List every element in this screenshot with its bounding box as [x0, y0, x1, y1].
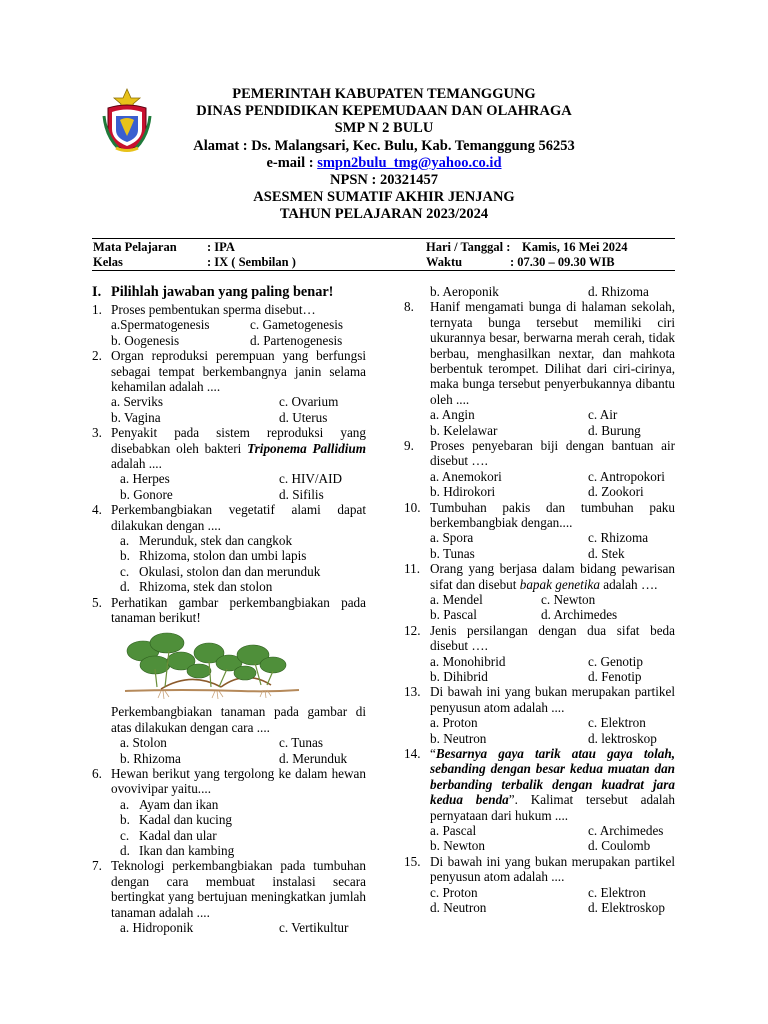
option-letter: a. — [120, 533, 130, 548]
option-d[interactable]: d. lektroskop — [588, 730, 657, 746]
option-d[interactable]: d. Rhizoma — [588, 284, 649, 299]
question-2 — [92, 348, 366, 425]
option-letter: d. — [120, 842, 130, 858]
question-7-continued — [404, 284, 675, 299]
option-d[interactable]: d. Uterus — [279, 409, 328, 425]
stem-italic: bapak genetika — [519, 576, 600, 592]
question-number: 11. — [404, 561, 420, 577]
date-value: Kamis, 16 Mei 2024 — [522, 240, 628, 254]
question-13 — [404, 684, 675, 746]
option-b[interactable]: b. Vagina — [111, 409, 161, 425]
option-b[interactable]: b. Neutron — [430, 730, 487, 746]
question-3 — [92, 425, 366, 502]
question-number: 6. — [92, 765, 102, 781]
option-b[interactable]: b. Aeroponik — [430, 284, 499, 299]
option-b[interactable]: b. Hdirokori — [430, 484, 496, 500]
question-number: 3. — [92, 425, 102, 441]
option-b[interactable]: b. Newton — [430, 838, 485, 854]
stem-end: ”. Kalimat tersebut adalah pernyataan dari hukum .... — [430, 792, 676, 823]
option-d[interactable] — [111, 843, 366, 858]
option-a[interactable]: a. Serviks — [111, 394, 164, 410]
option-a[interactable]: a. Proton — [430, 715, 478, 731]
section-title — [92, 284, 366, 301]
question-number: 1. — [92, 302, 102, 317]
option-letter: c. — [120, 563, 130, 579]
question-number: 10. — [404, 499, 421, 515]
school-name: SMP N 2 BULU — [334, 120, 434, 137]
question-9 — [404, 438, 675, 500]
option-a[interactable]: a. Mendel — [430, 592, 483, 608]
email-line — [0, 155, 768, 172]
option-d[interactable]: d. Merunduk — [279, 750, 348, 766]
option-a[interactable]: a. Herpes — [120, 471, 170, 487]
question-number: 5. — [92, 594, 102, 610]
option-d[interactable]: d. Burung — [588, 422, 641, 438]
question-column-right — [404, 284, 675, 915]
option-c[interactable]: c. Genotip — [588, 653, 643, 669]
option-b[interactable] — [111, 812, 366, 827]
class-label: Kelas — [93, 255, 123, 269]
question-stem-continued: Perkembangbiakan tanaman pada gambar di atas dilakukan dengan cara .... — [111, 704, 366, 735]
option-text: Kadal dan kucing — [139, 812, 233, 828]
subject-label: Mata Pelajaran — [93, 240, 177, 254]
option-d[interactable]: d. Coulomb — [588, 838, 651, 854]
option-c[interactable]: c. Elektron — [588, 884, 646, 900]
question-stem: Proses penyebaran biji dengan bantuan air disebut …. — [430, 438, 675, 469]
option-a[interactable]: a. Pascal — [430, 823, 477, 839]
option-d[interactable]: d. Fenotip — [588, 669, 642, 684]
option-text: Rhizoma, stolon dan umbi lapis — [139, 548, 307, 564]
question-number: 8. — [404, 299, 414, 315]
question-number: 2. — [92, 348, 102, 364]
question-stem: Hanif mengamati bunga di halaman sekolah, ternyata bunga tersebut memiliki ciri ukurannya besar, berwarna merah cerah, tidak berbau, menghasilkan nextar, dan mahkota berbentuk terompet. Dilihat dari ciri-cirinya, maka bunga tersebut penyerbukannya dibantu oleh .... — [430, 299, 675, 407]
question-12 — [404, 623, 675, 685]
option-a[interactable] — [111, 533, 366, 548]
question-stem: Organ reproduksi perempuan yang berfungsi sebagai tempat berkembangnya janin selama kehamilan adalah .... — [111, 348, 366, 394]
time-value: : 07.30 – 09.30 WIB — [510, 255, 615, 269]
question-8 — [404, 299, 675, 438]
question-number: 4. — [92, 502, 102, 518]
option-a[interactable]: a. Monohibrid — [430, 653, 506, 669]
option-text: Merunduk, stek dan cangkok — [139, 533, 293, 548]
stem-text: Orang yang berjasa dalam bidang pewarisan sifat dan disebut — [430, 561, 675, 592]
question-number: 7. — [92, 858, 102, 874]
question-column-left — [92, 284, 366, 935]
question-1 — [92, 302, 366, 348]
option-a[interactable]: c. Proton — [430, 884, 478, 900]
email-label: e-mail : — [266, 154, 318, 171]
option-c[interactable]: c. Elektron — [588, 715, 646, 731]
npsn: NPSN : 20321457 — [330, 172, 438, 189]
option-a[interactable]: a.Spermatogenesis — [111, 317, 210, 333]
option-text: Okulasi, stolon dan dan merunduk — [139, 563, 321, 579]
stem-end: adalah …. — [599, 576, 658, 592]
question-stem: Jenis persilangan dengan dua sifat beda disebut …. — [430, 622, 675, 654]
option-text: Rhizoma, stek dan stolon — [139, 579, 273, 595]
question-5 — [92, 595, 366, 766]
letterhead — [0, 86, 768, 224]
question-number: 9. — [404, 438, 414, 454]
question-stem: Hewan berikut yang tergolong ke dalam hewan ovovivipar yaitu.... — [111, 765, 366, 797]
option-c[interactable]: c. Archimedes — [588, 823, 664, 839]
option-letter: a. — [120, 796, 130, 812]
option-c[interactable]: c. Ovarium — [279, 394, 339, 410]
option-c[interactable]: c. Vertikultur — [279, 919, 349, 935]
option-text: Ikan dan kambing — [139, 842, 235, 858]
option-b[interactable]: d. Neutron — [430, 900, 487, 915]
stem-end: adalah .... — [111, 456, 162, 471]
section-number: I. — [92, 284, 102, 300]
question-14 — [404, 746, 675, 854]
government-title: PEMERINTAH KABUPATEN TEMANGGUNG — [232, 86, 536, 102]
department-title: DINAS PENDIDIKAN KEPEMUDAAN DAN OLAHRAGA — [196, 103, 572, 120]
question-6 — [92, 766, 366, 858]
question-11 — [404, 561, 675, 623]
option-b[interactable]: b. Oogenesis — [111, 332, 180, 348]
time-label: Waktu — [426, 255, 463, 269]
academic-year: TAHUN PELAJARAN 2023/2024 — [279, 206, 489, 223]
option-b[interactable] — [111, 548, 366, 563]
question-stem: Perhatikan gambar perkembangbiakan pada tanaman berikut! — [111, 594, 366, 625]
option-b[interactable]: b. Kelelawar — [430, 422, 498, 438]
stem-bacteria-name: Triponema Pallidium — [247, 440, 366, 456]
option-b[interactable]: b. Tunas — [430, 545, 475, 561]
question-15 — [404, 854, 675, 916]
option-d[interactable]: d. Elektroskop — [588, 900, 665, 915]
question-stem — [111, 425, 366, 471]
option-letter: b. — [120, 812, 130, 828]
option-c[interactable]: c. Gametogenesis — [250, 317, 344, 333]
option-b[interactable]: b. Rhizoma — [120, 750, 181, 766]
question-10 — [404, 500, 675, 562]
option-c[interactable]: c. Air — [588, 407, 618, 423]
question-stem: Proses pembentukan sperma disebut… — [111, 302, 316, 317]
school-address: Alamat : Ds. Malangsari, Kec. Bulu, Kab. Temanggung 56253 — [193, 137, 575, 154]
question-stem: Di bawah ini yang bukan merupakan partikel penyusun atom adalah .... — [430, 684, 675, 715]
option-b[interactable]: b. Gonore — [120, 486, 173, 502]
option-d[interactable]: d. Stek — [588, 545, 625, 561]
question-stem — [430, 746, 675, 823]
option-b[interactable]: b. Dihibrid — [430, 669, 488, 684]
question-number: 14. — [404, 745, 421, 761]
question-stem: Teknologi perkembangbiakan pada tumbuhan dengan cara membuat instalasi secara bertingkat yang bertujuan meningkatkan jumlah tanaman adalah .... — [111, 858, 366, 920]
option-d[interactable]: d. Sifilis — [279, 486, 324, 502]
exam-title: ASESMEN SUMATIF AKHIR JENJANG — [253, 189, 515, 206]
stem-open-quote: “ — [430, 745, 436, 761]
question-stem — [430, 561, 675, 592]
option-d[interactable] — [111, 579, 366, 594]
option-a[interactable] — [111, 797, 366, 812]
class-value: : IX ( Sembilan ) — [207, 255, 296, 269]
question-number: 12. — [404, 622, 421, 638]
question-7 — [92, 858, 366, 935]
option-letter: d. — [120, 579, 130, 595]
option-a[interactable]: a. Anemokori — [430, 468, 502, 484]
header-rule-top — [92, 238, 675, 239]
question-number: 13. — [404, 684, 421, 700]
option-a[interactable]: a. Stolon — [120, 735, 167, 751]
option-d[interactable]: d. Partenogenesis — [250, 332, 343, 348]
strawberry-stolon-image — [121, 629, 301, 701]
option-a[interactable]: a. Spora — [430, 530, 474, 546]
date-label: Hari / Tanggal : — [426, 240, 511, 254]
option-a[interactable]: a. Hidroponik — [120, 919, 194, 935]
stem-law-statement: Besarnya gaya tarik atau gaya tolah, sebanding dengan besar kedua muatan dan berbanding terbalik dengan kuadrat jara kedua benda — [430, 745, 675, 808]
question-stem: Perkembangbiakan vegetatif alami dapat dilakukan dengan .... — [111, 502, 366, 533]
option-a[interactable]: a. Angin — [430, 407, 475, 423]
option-c[interactable] — [111, 828, 366, 843]
question-number: 15. — [404, 853, 421, 869]
question-stem: Di bawah ini yang bukan merupakan partikel penyusun atom adalah .... — [430, 853, 675, 885]
option-d[interactable]: d. Zookori — [588, 484, 644, 500]
option-c[interactable]: c. Rhizoma — [588, 530, 649, 546]
option-c[interactable] — [111, 564, 366, 579]
option-letter: c. — [120, 827, 130, 843]
option-c[interactable]: c. Tunas — [279, 735, 323, 751]
option-letter: b. — [120, 548, 130, 564]
email-link[interactable]: smpn2bulu_tmg@yahoo.co.id — [317, 154, 502, 171]
option-b[interactable]: b. Pascal — [430, 607, 477, 623]
question-stem: Tumbuhan pakis dan tumbuhan paku berkembangbiak dengan.... — [430, 499, 675, 531]
option-text: Kadal dan ular — [139, 827, 217, 843]
section-instruction: Pilihlah jawaban yang paling benar! — [111, 284, 334, 300]
question-4 — [92, 502, 366, 594]
exam-info — [92, 240, 675, 270]
subject-value: : IPA — [207, 240, 235, 254]
option-c[interactable]: c. Antropokori — [588, 468, 665, 484]
stem-text: Penyakit pada sistem reproduksi yang disebabkan oleh bakteri — [111, 425, 366, 456]
option-c[interactable]: c. HIV/AID — [279, 471, 342, 487]
option-text: Ayam dan ikan — [139, 796, 219, 812]
header-rule-bottom — [92, 270, 675, 271]
option-d[interactable]: d. Archimedes — [541, 607, 618, 623]
option-c[interactable]: c. Newton — [541, 592, 596, 608]
